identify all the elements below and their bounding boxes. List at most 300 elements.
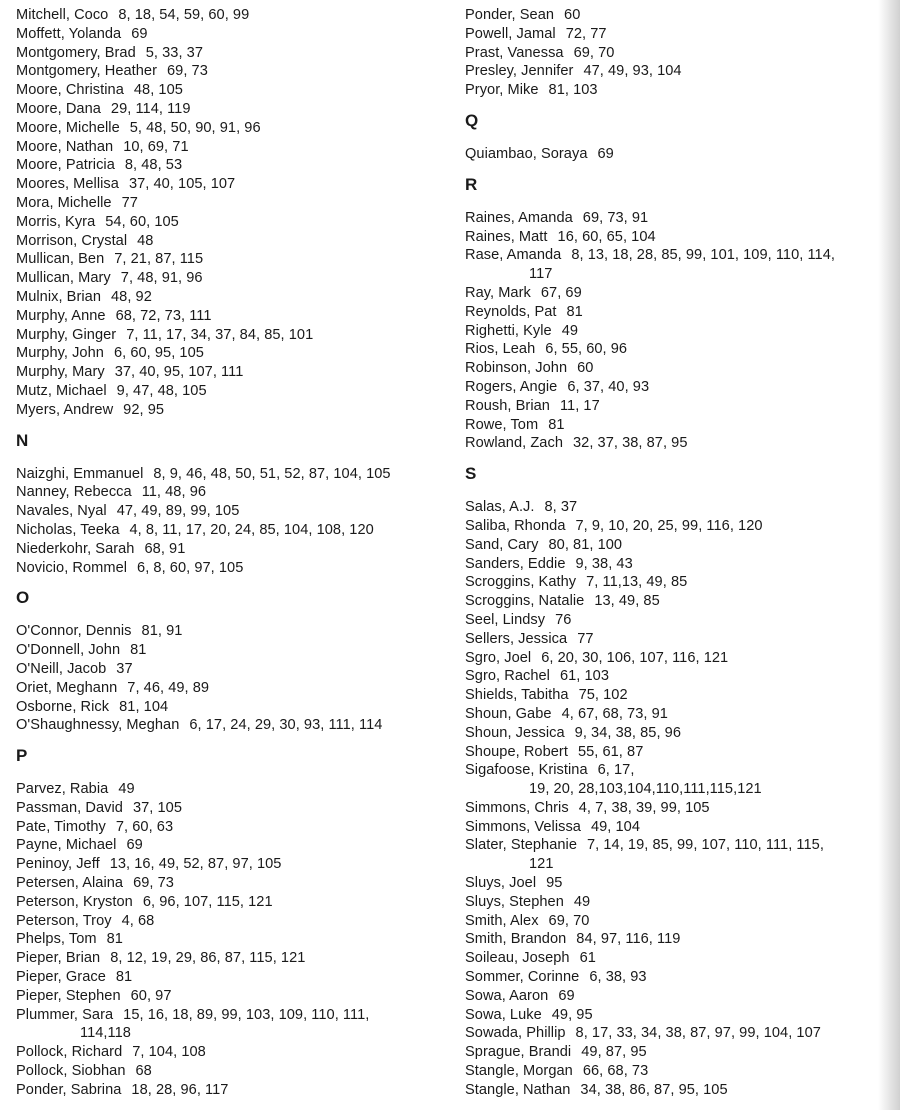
index-entry xyxy=(465,573,895,592)
index-entry xyxy=(16,288,456,307)
index-entry xyxy=(16,326,456,345)
entry-page-numbers: 77 xyxy=(577,630,594,647)
entry-page-numbers: 81 xyxy=(106,931,123,948)
index-entry xyxy=(465,1062,895,1081)
entry-page-numbers: 68, 72, 73, 111 xyxy=(115,307,212,324)
index-entry xyxy=(465,592,895,611)
entry-page-numbers: 8, 48, 53 xyxy=(124,157,183,174)
index-entry xyxy=(16,968,456,987)
entry-page-numbers: 9, 38, 43 xyxy=(575,555,633,572)
entry-page-numbers: 5, 33, 37 xyxy=(145,44,204,61)
entry-page-numbers: 92, 95 xyxy=(123,401,165,418)
entry-name: Stangle, Morgan xyxy=(465,1063,573,1080)
index-entry xyxy=(465,874,895,893)
entry-page-numbers: 49, 95 xyxy=(551,1006,593,1023)
index-entry xyxy=(465,536,895,555)
index-entry xyxy=(16,175,456,194)
entry-page-numbers: 60, 97 xyxy=(130,987,172,1004)
index-entry xyxy=(465,630,895,649)
entry-name: Sprague, Brandi xyxy=(465,1044,572,1061)
entry-page-numbers: 69, 73 xyxy=(133,875,174,892)
entry-name: Sanders, Eddie xyxy=(465,555,566,572)
index-entry xyxy=(16,363,456,382)
entry-page-numbers: 84, 97, 116, 119 xyxy=(576,931,681,948)
entry-page-numbers: 4, 7, 38, 39, 99, 105 xyxy=(578,799,710,816)
entry-name: Morris, Kyra xyxy=(16,213,96,230)
entry-name: Moore, Nathan xyxy=(16,138,114,155)
entry-name: O'Shaughnessy, Meghan xyxy=(16,717,180,734)
index-entry xyxy=(16,622,456,641)
entry-page-numbers: 69 xyxy=(597,145,614,162)
entry-name: Sluys, Stephen xyxy=(465,893,564,910)
index-entry xyxy=(16,855,456,874)
entry-page-numbers: 81 xyxy=(115,969,133,986)
entry-page-numbers: 61 xyxy=(579,950,596,967)
entry-name: Mullican, Mary xyxy=(16,270,111,287)
entry-name: Pieper, Grace xyxy=(16,969,106,986)
entry-name: Scroggins, Natalie xyxy=(465,593,585,610)
entry-page-numbers: 69 xyxy=(126,837,143,854)
index-entry xyxy=(16,194,456,213)
entry-name: Stangle, Nathan xyxy=(465,1081,571,1098)
entry-name: Parvez, Rabia xyxy=(16,781,109,798)
entry-page-numbers: 4, 67, 68, 73, 91 xyxy=(561,705,668,722)
index-entry xyxy=(16,307,456,326)
entry-page-numbers: 47, 49, 93, 104 xyxy=(583,63,682,80)
index-entry xyxy=(16,780,456,799)
entry-page-numbers: 5, 48, 50, 90, 91, 96 xyxy=(129,119,261,136)
index-entry xyxy=(465,1024,895,1043)
entry-name: Murphy, Ginger xyxy=(16,326,117,343)
entry-name: Sgro, Rachel xyxy=(465,668,550,685)
entry-name: Peninoy, Jeff xyxy=(16,856,100,873)
entry-page-numbers: 29, 114, 119 xyxy=(110,100,191,117)
section-letter-heading: N xyxy=(16,430,29,450)
index-section xyxy=(465,176,895,453)
entry-name: Scroggins, Kathy xyxy=(465,574,577,591)
entry-name: Shoupe, Robert xyxy=(465,743,568,760)
entry-page-numbers: 75, 102 xyxy=(578,687,628,704)
entry-page-numbers: 37, 105 xyxy=(132,799,183,816)
index-entry xyxy=(16,483,456,502)
entry-name: Morrison, Crystal xyxy=(16,232,128,249)
index-entry xyxy=(465,611,895,630)
index-entry xyxy=(465,799,895,818)
entry-page-numbers: 11, 17 xyxy=(559,397,600,414)
entry-page-numbers: 7, 46, 49, 89 xyxy=(127,679,210,696)
entry-name: Rogers, Angie xyxy=(465,378,558,395)
entry-page-numbers: 37, 40, 105, 107 xyxy=(128,176,236,193)
index-entry xyxy=(16,62,456,81)
index-entry xyxy=(16,912,456,931)
entry-name: Peterson, Kryston xyxy=(16,893,133,910)
index-entry xyxy=(465,686,895,705)
index-entry xyxy=(465,498,895,517)
entry-name: Righetti, Kyle xyxy=(465,322,552,339)
entry-page-numbers: 4, 8, 11, 17, 20, 24, 85, 104, 108, 120 xyxy=(129,521,374,538)
entry-page-numbers: 13, 49, 85 xyxy=(594,593,660,610)
entry-name: Pollock, Richard xyxy=(16,1044,123,1061)
entry-page-numbers: 72, 77 xyxy=(565,25,607,42)
index-entry xyxy=(16,465,456,484)
index-entry xyxy=(465,649,895,668)
entry-name: Passman, David xyxy=(16,799,123,816)
entry-name: Sowa, Luke xyxy=(465,1006,542,1023)
index-entry xyxy=(465,303,895,322)
entry-name: Seel, Lindsy xyxy=(465,611,546,628)
index-entry xyxy=(465,81,895,100)
entry-name: Roush, Brian xyxy=(465,397,550,414)
entry-name: Simmons, Velissa xyxy=(465,818,581,835)
entry-page-numbers: 6, 17, xyxy=(597,762,635,779)
entry-name: Mora, Michelle xyxy=(16,194,112,211)
entry-name: Moores, Mellisa xyxy=(16,176,119,193)
section-letter-heading: R xyxy=(465,174,478,194)
entry-page-numbers: 81, 104 xyxy=(119,698,169,715)
index-entry xyxy=(16,1081,456,1100)
index-entry xyxy=(465,968,895,987)
entry-name: Murphy, Mary xyxy=(16,364,105,381)
index-entry xyxy=(16,716,456,735)
index-entry xyxy=(16,25,456,44)
index-entry xyxy=(16,6,456,25)
index-entry xyxy=(16,1043,456,1062)
entry-name: Quiambao, Soraya xyxy=(465,145,588,162)
entry-name: Payne, Michael xyxy=(16,837,117,854)
entry-page-numbers-continued: 114,118 xyxy=(80,1025,131,1042)
entry-page-numbers: 61, 103 xyxy=(559,668,610,685)
entry-name: Moore, Christina xyxy=(16,82,124,99)
index-section xyxy=(465,6,895,100)
entry-page-numbers-continued: 117 xyxy=(529,266,553,283)
entry-name: Plummer, Sara xyxy=(16,1006,114,1023)
entry-name: Shoun, Gabe xyxy=(465,705,552,722)
entry-page-numbers: 7, 60, 63 xyxy=(115,818,174,835)
page-edge-shadow xyxy=(878,0,900,1110)
entry-page-numbers: 32, 37, 38, 87, 95 xyxy=(573,435,688,452)
entry-page-numbers: 6, 20, 30, 106, 107, 116, 121 xyxy=(541,649,729,666)
entry-name: Pate, Timothy xyxy=(16,818,106,835)
entry-page-numbers: 7, 11, 17, 34, 37, 84, 85, 101 xyxy=(126,326,314,343)
index-entry xyxy=(465,284,895,303)
index-entry xyxy=(16,1006,456,1044)
entry-name: Slater, Stephanie xyxy=(465,837,578,854)
entry-page-numbers: 6, 60, 95, 105 xyxy=(113,345,204,362)
entry-page-numbers: 49 xyxy=(561,322,579,339)
entry-name: Raines, Amanda xyxy=(465,209,573,226)
index-entry xyxy=(16,232,456,251)
index-entry xyxy=(16,818,456,837)
entry-name: Smith, Brandon xyxy=(465,931,567,948)
entry-page-numbers: 18, 28, 96, 117 xyxy=(131,1081,229,1098)
index-entry xyxy=(465,724,895,743)
entry-page-numbers: 8, 13, 18, 28, 85, 99, 101, 109, 110, 114, xyxy=(571,247,835,264)
entry-page-numbers: 76 xyxy=(555,611,572,628)
entry-name: Mutz, Michael xyxy=(16,382,107,399)
entry-name: Ray, Mark xyxy=(465,284,531,301)
entry-page-numbers: 7, 9, 10, 20, 25, 99, 116, 120 xyxy=(575,517,763,534)
entry-name: Smith, Alex xyxy=(465,912,539,929)
entry-page-numbers: 7, 11,13, 49, 85 xyxy=(586,574,688,591)
section-letter-heading: Q xyxy=(465,110,479,130)
index-entry xyxy=(16,949,456,968)
index-entry xyxy=(465,6,895,25)
index-entry xyxy=(16,344,456,363)
entry-page-numbers: 15, 16, 18, 89, 99, 103, 109, 110, 111, xyxy=(123,1006,370,1023)
entry-page-numbers: 69 xyxy=(131,25,148,42)
entry-page-numbers: 69, 70 xyxy=(548,912,590,929)
entry-page-numbers: 81 xyxy=(566,303,583,320)
index-entry xyxy=(16,213,456,232)
entry-page-numbers: 81 xyxy=(130,642,147,659)
entry-name: Niederkohr, Sarah xyxy=(16,540,135,557)
entry-name: Prast, Vanessa xyxy=(465,44,564,61)
entry-name: Sigafoose, Kristina xyxy=(465,762,588,779)
entry-page-numbers: 6, 96, 107, 115, 121 xyxy=(142,893,273,910)
index-entry xyxy=(16,401,456,420)
index-entry xyxy=(465,912,895,931)
entry-page-numbers: 7, 48, 91, 96 xyxy=(120,270,203,287)
index-entry xyxy=(465,434,895,453)
entry-page-numbers: 95 xyxy=(546,875,563,892)
entry-name: Pryor, Mike xyxy=(465,82,539,99)
entry-name: O'Connor, Dennis xyxy=(16,623,132,640)
entry-page-numbers: 9, 47, 48, 105 xyxy=(116,382,207,399)
entry-page-numbers: 49 xyxy=(573,893,591,910)
entry-name: Rowe, Tom xyxy=(465,416,539,433)
index-entry xyxy=(16,836,456,855)
entry-page-numbers: 8, 12, 19, 29, 86, 87, 115, 121 xyxy=(110,950,306,967)
entry-page-numbers: 37, 40, 95, 107, 111 xyxy=(114,364,244,381)
entry-name: Murphy, Anne xyxy=(16,307,106,324)
index-entry xyxy=(465,322,895,341)
index-entry xyxy=(465,836,895,874)
entry-name: Naizghi, Emmanuel xyxy=(16,465,144,482)
entry-page-numbers: 68 xyxy=(135,1063,152,1080)
entry-page-numbers: 49, 87, 95 xyxy=(581,1044,647,1061)
entry-page-numbers: 7, 14, 19, 85, 99, 107, 110, 111, 115, xyxy=(587,837,824,854)
index-entry xyxy=(16,799,456,818)
entry-page-numbers: 6, 37, 40, 93 xyxy=(567,378,650,395)
entry-page-numbers: 54, 60, 105 xyxy=(105,213,179,230)
index-entry xyxy=(16,540,456,559)
entry-page-numbers: 81, 91 xyxy=(141,623,183,640)
entry-page-numbers: 8, 9, 46, 48, 50, 51, 52, 87, 104, 105 xyxy=(153,465,391,482)
entry-name: Rowland, Zach xyxy=(465,435,563,452)
entry-name: Moore, Michelle xyxy=(16,119,120,136)
entry-name: Pieper, Brian xyxy=(16,950,101,967)
entry-name: Phelps, Tom xyxy=(16,931,97,948)
entry-name: Moore, Patricia xyxy=(16,157,115,174)
index-entry xyxy=(16,250,456,269)
index-entry xyxy=(465,378,895,397)
entry-page-numbers: 6, 38, 93 xyxy=(589,969,647,986)
index-column-left xyxy=(16,6,456,1100)
index-entry xyxy=(16,269,456,288)
index-section xyxy=(16,747,456,1100)
entry-page-numbers: 69 xyxy=(558,987,575,1004)
section-letter-heading: S xyxy=(465,464,477,484)
index-entry xyxy=(465,228,895,247)
index-entry xyxy=(465,340,895,359)
entry-name: Raines, Matt xyxy=(465,228,548,245)
entry-name: Rase, Amanda xyxy=(465,247,562,264)
entry-name: Osborne, Rick xyxy=(16,698,110,715)
entry-name: Soileau, Joseph xyxy=(465,950,570,967)
entry-name: Pieper, Stephen xyxy=(16,987,121,1004)
entry-name: Peterson, Troy xyxy=(16,912,112,929)
entry-name: Sgro, Joel xyxy=(465,649,532,666)
entry-page-numbers: 81, 103 xyxy=(548,82,598,99)
index-entry xyxy=(16,679,456,698)
entry-name: Sluys, Joel xyxy=(465,875,537,892)
entry-name: Reynolds, Pat xyxy=(465,303,557,320)
index-section xyxy=(16,6,456,420)
index-entry xyxy=(465,987,895,1006)
entry-page-numbers: 69, 73, 91 xyxy=(582,209,649,226)
entry-page-numbers: 48, 105 xyxy=(133,82,183,99)
entry-page-numbers: 81 xyxy=(548,416,565,433)
entry-name: Rios, Leah xyxy=(465,341,536,358)
entry-page-numbers: 8, 17, 33, 34, 38, 87, 97, 99, 104, 107 xyxy=(575,1025,821,1042)
entry-name: Shoun, Jessica xyxy=(465,724,565,741)
entry-name: Saliba, Rhonda xyxy=(465,517,566,534)
entry-page-numbers: 10, 69, 71 xyxy=(123,138,189,155)
entry-name: O'Neill, Jacob xyxy=(16,660,107,677)
index-entry xyxy=(465,359,895,378)
entry-page-numbers: 11, 48, 96 xyxy=(141,484,207,501)
entry-name: Myers, Andrew xyxy=(16,401,114,418)
index-entry xyxy=(465,416,895,435)
index-entry xyxy=(465,705,895,724)
entry-name: Navales, Nyal xyxy=(16,503,107,520)
entry-name: Novicio, Rommel xyxy=(16,559,128,576)
entry-page-numbers: 16, 60, 65, 104 xyxy=(557,228,656,245)
index-entry xyxy=(16,874,456,893)
index-entry xyxy=(465,1006,895,1025)
index-entry xyxy=(16,119,456,138)
index-section xyxy=(16,432,456,578)
index-entry xyxy=(16,138,456,157)
index-section xyxy=(16,589,456,735)
index-entry xyxy=(16,1062,456,1081)
entry-page-numbers-continued: 19, 20, 28,103,104,110,111,115,121 xyxy=(529,781,762,798)
entry-name: Murphy, John xyxy=(16,345,104,362)
entry-page-numbers: 80, 81, 100 xyxy=(548,536,623,553)
index-entry xyxy=(16,521,456,540)
index-entry xyxy=(16,559,456,578)
entry-name: O'Donnell, John xyxy=(16,642,121,659)
entry-name: Nicholas, Teeka xyxy=(16,521,120,538)
entry-page-numbers: 37 xyxy=(116,660,133,677)
entry-name: Presley, Jennifer xyxy=(465,63,574,80)
index-entry xyxy=(465,743,895,762)
entry-name: Pollock, Siobhan xyxy=(16,1063,126,1080)
index-entry xyxy=(16,660,456,679)
index-entry xyxy=(465,818,895,837)
index-column-right xyxy=(465,6,895,1100)
section-letter-heading: P xyxy=(16,746,28,766)
entry-page-numbers: 68, 91 xyxy=(144,540,186,557)
entry-name: Nanney, Rebecca xyxy=(16,484,132,501)
index-entry xyxy=(465,25,895,44)
index-entry xyxy=(465,209,895,228)
entry-page-numbers: 69, 70 xyxy=(573,44,615,61)
entry-page-numbers: 7, 21, 87, 115 xyxy=(114,251,204,268)
entry-page-numbers: 4, 68 xyxy=(121,912,155,929)
index-entry xyxy=(465,62,895,81)
entry-name: Montgomery, Brad xyxy=(16,44,136,61)
entry-page-numbers: 34, 38, 86, 87, 95, 105 xyxy=(580,1081,728,1098)
index-entry xyxy=(16,81,456,100)
index-entry xyxy=(16,893,456,912)
index-entry xyxy=(465,397,895,416)
entry-page-numbers: 13, 16, 49, 52, 87, 97, 105 xyxy=(109,856,282,873)
entry-name: Moffett, Yolanda xyxy=(16,25,122,42)
index-entry xyxy=(16,156,456,175)
entry-page-numbers: 66, 68, 73 xyxy=(582,1063,649,1080)
index-entry xyxy=(465,667,895,686)
entry-name: Ponder, Sabrina xyxy=(16,1081,122,1098)
entry-name: Sommer, Corinne xyxy=(465,969,580,986)
index-entry xyxy=(16,502,456,521)
entry-page-numbers: 48 xyxy=(137,232,154,249)
entry-name: Sowa, Aaron xyxy=(465,987,549,1004)
entry-page-numbers: 8, 18, 54, 59, 60, 99 xyxy=(118,7,250,23)
entry-page-numbers: 55, 61, 87 xyxy=(577,743,644,760)
index-entry xyxy=(16,100,456,119)
entry-name: Simmons, Chris xyxy=(465,799,569,816)
index-entry xyxy=(465,555,895,574)
index-entry xyxy=(16,698,456,717)
entry-name: Shields, Tabitha xyxy=(465,687,569,704)
index-entry xyxy=(16,930,456,949)
entry-name: Robinson, John xyxy=(465,360,568,377)
entry-name: Ponder, Sean xyxy=(465,7,555,23)
index-entry xyxy=(465,930,895,949)
entry-name: Salas, A.J. xyxy=(465,499,535,516)
index-entry xyxy=(16,641,456,660)
index-entry xyxy=(465,893,895,912)
entry-page-numbers: 6, 55, 60, 96 xyxy=(545,341,628,358)
index-section xyxy=(465,112,895,164)
entry-name: Petersen, Alaina xyxy=(16,875,124,892)
entry-page-numbers: 6, 17, 24, 29, 30, 93, 111, 114 xyxy=(189,717,383,734)
section-letter-heading: O xyxy=(16,588,30,608)
entry-page-numbers: 67, 69 xyxy=(540,284,582,301)
entry-name: Powell, Jamal xyxy=(465,25,556,42)
entry-name: Sellers, Jessica xyxy=(465,630,568,647)
entry-name: Oriet, Meghann xyxy=(16,679,118,696)
entry-page-numbers: 47, 49, 89, 99, 105 xyxy=(116,503,240,520)
entry-page-numbers: 49 xyxy=(118,781,135,798)
entry-page-numbers-continued: 121 xyxy=(529,856,554,873)
index-entry xyxy=(16,382,456,401)
index-entry xyxy=(465,761,895,799)
index-entry xyxy=(465,44,895,63)
entry-name: Mulnix, Brian xyxy=(16,288,101,305)
entry-page-numbers: 6, 8, 60, 97, 105 xyxy=(137,559,244,576)
entry-name: Mullican, Ben xyxy=(16,251,105,268)
index-entry xyxy=(465,145,895,164)
index-entry xyxy=(465,517,895,536)
entry-page-numbers: 48, 92 xyxy=(111,288,152,305)
entry-page-numbers: 7, 104, 108 xyxy=(132,1044,206,1061)
entry-name: Montgomery, Heather xyxy=(16,63,158,80)
index-entry xyxy=(465,949,895,968)
index-entry xyxy=(16,987,456,1006)
entry-page-numbers: 77 xyxy=(121,194,138,211)
